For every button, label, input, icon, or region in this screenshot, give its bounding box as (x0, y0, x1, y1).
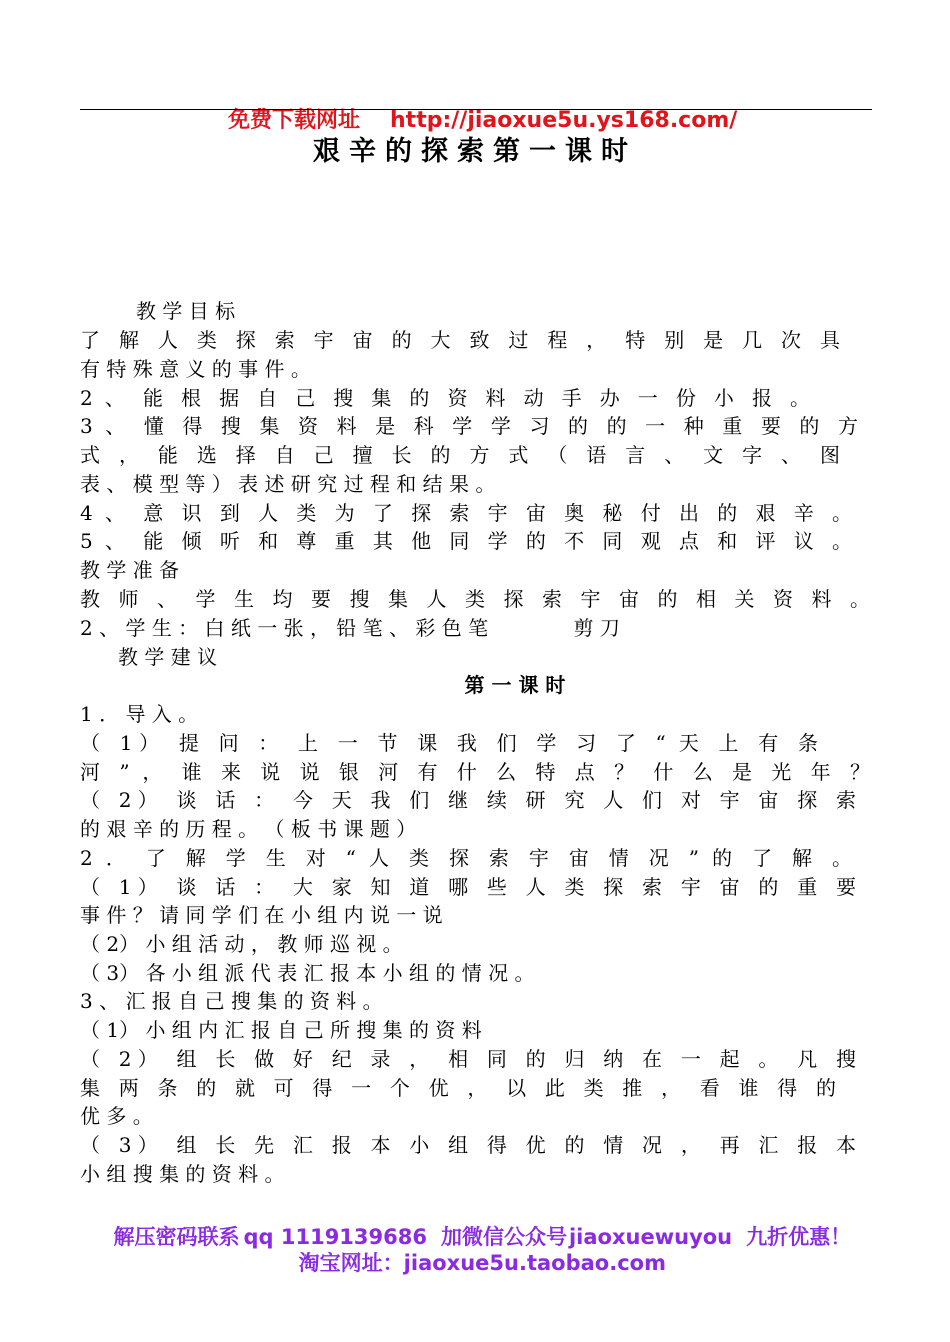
footer-shop-link[interactable]: jiaoxue5u.taobao.com (403, 1251, 666, 1275)
body-line: 1 ． 导 入 。 (80, 702, 199, 726)
body-line: （ 1） 小 组 内 汇 报 自 己 所 搜 集 的 资 料 (80, 1018, 482, 1042)
body-line: 4 、 意 识 到 人 类 为 了 探 索 宇 宙 奥 秘 付 出 的 艰 辛 。 (80, 501, 852, 525)
body-line: （ 1） 提 问 ： 上 一 节 课 我 们 学 习 了 “ 天 上 有 条 (80, 731, 818, 755)
page-title: 艰辛的探索第一课时 (313, 136, 637, 167)
body-line: 河 ” ， 谁 来 说 说 银 河 有 什 么 特 点 ？ 什 么 是 光 年 ？ (80, 760, 870, 784)
body-line: （ 2） 小 组 活 动 ， 教 师 巡 视 。 (80, 932, 403, 956)
body-line: 式 ， 能 选 择 自 己 擅 长 的 方 式 （ 语 言 、 文 字 、 图 (80, 443, 840, 467)
body-line: 集 两 条 的 就 可 得 一 个 优 ， 以 此 类 推 ， 看 谁 得 的 (80, 1076, 836, 1100)
download-label: 免费下载网址 (228, 108, 361, 133)
body-line: 事 件 ？ 请 同 学 们 在 小 组 内 说 一 说 (80, 903, 443, 927)
footer-wechat-label: 加微信公众号 (440, 1225, 567, 1249)
download-url-link[interactable]: http://jiaoxue5u.ys168.com/ (390, 108, 738, 133)
body-line: （ 3） 组 长 先 汇 报 本 小 组 得 优 的 情 况 ， 再 汇 报 本 (80, 1133, 856, 1157)
body-line: 的 艰 辛 的 历 程 。 （ 板 书 课 题 ） (80, 817, 417, 841)
body-line: （ 2） 谈 话 ： 今 天 我 们 继 续 研 究 人 们 对 宇 宙 探 索 (80, 788, 856, 812)
footer-shop-label: 淘宝网址： (298, 1251, 404, 1275)
footer-discount-text: 九折优惠！ (746, 1225, 852, 1249)
lesson-period-heading: 第 一 课 时 (464, 673, 566, 697)
body-line: 3 、 汇 报 自 己 搜 集 的 资 料 。 (80, 989, 383, 1013)
body-line: 有 特 殊 意 义 的 事 件 。 (80, 357, 311, 381)
body-line: 2 ． 了 解 学 生 对 “ 人 类 探 索 宇 宙 情 况 ” 的 了 解 。 (80, 846, 852, 870)
header-divider (80, 109, 872, 110)
body-line: 表 、 模 型 等 ） 表 述 研 究 过 程 和 结 果 。 (80, 472, 496, 496)
body-line: 了 解 人 类 探 索 宇 宙 的 大 致 过 程 ， 特 别 是 几 次 具 (80, 328, 840, 352)
section-heading-objectives: 教 学 目 标 (136, 299, 236, 323)
body-line: 5 、 能 倾 听 和 尊 重 其 他 同 学 的 不 同 观 点 和 评 议 。 (80, 529, 852, 553)
section-heading-suggestions: 教 学 建 议 (118, 645, 218, 669)
body-line: （ 1） 谈 话 ： 大 家 知 道 哪 些 人 类 探 索 宇 宙 的 重 要 (80, 875, 856, 899)
body-line: 3 、 懂 得 搜 集 资 料 是 科 学 学 习 的 的 一 种 重 要 的 方 (80, 414, 858, 438)
footer-qq-number: qq 1119139686 (243, 1225, 427, 1249)
body-line: 优 多 。 (80, 1104, 153, 1128)
body-line: 2 、 能 根 据 自 己 搜 集 的 资 料 动 手 办 一 份 小 报 。 (80, 386, 810, 410)
body-line: 教 师 、 学 生 均 要 搜 集 人 类 探 索 宇 宙 的 相 关 资 料 。 (80, 587, 870, 611)
footer-wechat-account: jiaoxuewuyou (568, 1225, 733, 1249)
body-line: （ 2） 组 长 做 好 纪 录 ， 相 同 的 归 纳 在 一 起 。 凡 搜 (80, 1047, 856, 1071)
footer-shop-line (0, 1224, 950, 1276)
footer-password-label: 解压密码联系 (113, 1225, 240, 1249)
body-line: （ 3） 各 小 组 派 代 表 汇 报 本 小 组 的 情 况 。 (80, 961, 535, 985)
section-heading-preparation: 教 学 准 备 (80, 558, 180, 582)
body-line: 2 、 学 生 ： 白 纸 一 张 ， 铅 笔 、 彩 色 笔 剪 刀 (80, 616, 620, 640)
download-header (0, 76, 950, 136)
body-line: 小 组 搜 集 的 资 料 。 (80, 1162, 285, 1186)
